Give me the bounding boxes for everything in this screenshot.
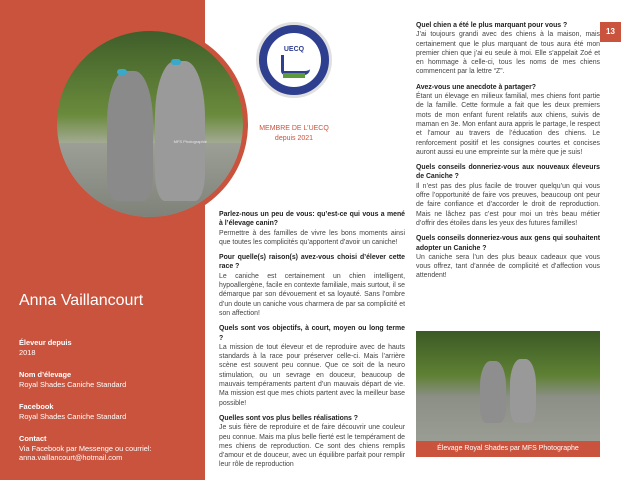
member-line2: depuis 2021 (274, 135, 314, 142)
answer: Le caniche est certainement un chien intelligent, hypoallergène, facile en contexte familiale, mais surtout, il se démarque par son dévouement et sa loyauté. Sans l’ombre d’un doute un caniche vous charmera de par sa complicité et son affection! (219, 272, 405, 317)
member-line1: MEMBRE DE L’UECQ (259, 125, 329, 132)
answer: Il n’est pas des plus facile de trouver quelqu’un qui vous offre l’opportunité de faire vos preuves, beaucoup ont peur de faire confiance et d’accorder le droit de reproduction. Mais ne lâchez pas c’est pour moi un très beau métier d’offrir des étoiles dans les yeux des futures familles! (416, 182, 600, 227)
info-facebook (19, 402, 126, 421)
question: Quels sont vos objectifs, à court, moyen ou long terme ? (219, 325, 405, 342)
info-label: Nom d’élevage (19, 370, 72, 379)
poodle-left (107, 71, 153, 201)
middle-column (219, 210, 405, 470)
poodle-running-left (480, 361, 506, 423)
question: Quels conseils donneriez-vous aux nouveaux éleveurs de Caniche ? (416, 164, 600, 181)
question: Quel chien a été le plus marquant pour vous ? (416, 22, 568, 29)
poodles-photo (52, 26, 248, 222)
answer: J’ai toujours grandi avec des chiens à la maison, mais certainement que le plus marquant de tous aura été mon premier chien que j’ai eu seule à moi. Elle s’appelait Zoé et en hommage à celle-ci, tous les noms de mes chiens commencent par la lettre “Z”. (416, 31, 600, 76)
question: Pour quelle(s) raison(s) avez-vous choisi d’élever cette race ? (219, 254, 405, 271)
info-label: Facebook (19, 402, 54, 411)
breeder-name: Anna Vaillancourt (19, 292, 144, 309)
info-contact (19, 434, 199, 463)
dog-silhouette-icon (281, 55, 310, 75)
info-established (19, 338, 72, 357)
poodle-right (155, 61, 205, 201)
info-label: Éleveur depuis (19, 338, 72, 347)
poodle-running-right (510, 359, 536, 423)
info-value: Via Facebook par Messenge ou courriel: anna.vaillancourt@hotmail.com (19, 443, 152, 462)
photo-credit: MFS Photographie (173, 139, 207, 144)
page-number: 13 (600, 22, 621, 42)
logo-green-band (283, 73, 305, 78)
running-poodles-photo (416, 331, 600, 441)
info-kennel (19, 370, 126, 389)
collar-left (117, 69, 127, 75)
info-value: Royal Shades Caniche Standard (19, 379, 127, 389)
question: Quels conseils donneriez-vous aux gens qui souhaitent adopter un Caniche ? (416, 235, 600, 252)
collar-right (171, 59, 181, 65)
answer: Permettre à des familles de vivre les bons moments ainsi que toutes les complicités qu’apportent d’avoir un caniche! (219, 229, 405, 246)
info-value: Royal Shades Caniche Standard (19, 411, 127, 421)
info-label: Contact (19, 434, 47, 443)
question: Quelles sont vos plus belles réalisations ? (219, 414, 359, 422)
uecq-acronym: UECQ (283, 46, 305, 53)
uecq-logo (256, 22, 332, 98)
info-value: 2018 (19, 347, 36, 357)
member-label (250, 124, 338, 144)
uecq-logo-inner (267, 33, 321, 87)
answer: Un caniche sera l’un des plus beaux cadeaux que vous vous offrez, tant d’année de complicité et d’affection vous attendent! (416, 253, 600, 280)
answer: Je suis fière de reproduire et de faire découvrir une couleur peu connue. Mais ma plus belle fierté est le tempérament de mes chiens de reproduction. Ce sont des chiens remplis d’amour et de douceur, avec un équilibre parfait pour remplir leur rôle de reproduction (219, 424, 405, 469)
answer: Étant un élevage en milieux familial, mes chiens font partie de la famille. Cette formule a fait que les deux premiers mots de mon enfant furent relatifs aux chiens, suivis de maman en 3e. Mon enfant aura appris le partage, le respect et l’amour au travers de l’éducation des chiens. Le renforcement positif et les consignes courtes et concises auront aussi eu une empreinte sur la mère que je suis! (416, 93, 600, 156)
photo-caption: Élevage Royal Shades par MFS Photographe (416, 441, 600, 457)
question: Parlez-nous un peu de vous: qu’est-ce qui vous a mené à l’élevage canin? (219, 211, 405, 228)
question: Avez-vous une anecdote à partager? (416, 83, 536, 91)
answer: La mission de tout éleveur et de reproduire avec de hauts standards à la race pour préserver celle-ci. Mais l’arrière scène est souvent peu connue. Que ce soit de la neuro stimulation, ou un sevrage en douceur, beaucoup de mauvais tempéraments partent d’un mauvais départ de vie. Ma mission est que mes chiots partent avec la meilleur base possible! (219, 343, 405, 407)
right-column (416, 21, 600, 281)
